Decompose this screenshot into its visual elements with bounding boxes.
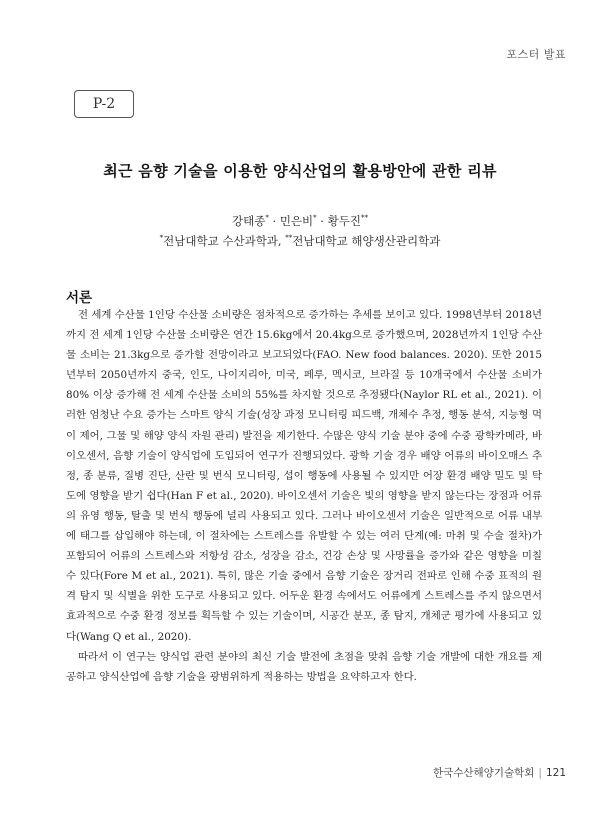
section-heading: 서론	[66, 290, 93, 306]
author-mark: *	[313, 214, 317, 223]
author-mark: *	[265, 214, 269, 223]
paper-title: 최근 음향 기술을 이용한 양식산업의 활용방안에 관한 리뷰	[103, 162, 497, 180]
section-label: 포스터 발표	[506, 48, 566, 61]
affiliation-mark: **	[285, 234, 293, 243]
page-number: 121	[545, 767, 566, 779]
poster-code-badge: P-2	[74, 90, 134, 118]
author-mark: **	[360, 214, 368, 223]
body-paragraph: 따라서 이 연구는 양식업 관련 분야의 최신 기술 발전에 초점을 맞춰 음향 기술 개발에 대한 개요를 제공하고 양식산업에 음향 기술을 광범위하게 적용하는 방법을 요약하고자 한다.	[66, 650, 542, 683]
footer-separator: |	[538, 767, 542, 779]
author-name: 민은비	[279, 214, 314, 228]
affiliation-list	[0, 233, 600, 249]
page-footer	[433, 765, 566, 780]
affiliation-text: 전남대학교 해양생산관리학과	[292, 234, 441, 248]
affiliation-text: 전남대학교 수산과학과,	[163, 234, 282, 248]
author-separator: ·	[268, 214, 280, 228]
journal-name: 한국수산해양기술학회	[432, 767, 535, 779]
body-paragraph: 전 세계 수산물 1인당 수산물 소비량은 점차적으로 증가하는 추세를 보이고 있다. 1998년부터 2018년까지 전 세계 1인당 수산물 소비량은 연간 15.6kg에서 20.4kg으로 증가했으며, 2028년까지 1인당 수산물 소비는 21.3kg으로 증가할 전망이라고 보고되었다(FAO. New food balances. 2020). 또한 2015년부터 2050년까지 중국, 인도, 나이지리아, 미국, 페루, 멕시코, 브라질 등 10개국에서 수산물 소비가 80% 이상 증가해 전 세계 수산물 소비의 55%를 차지할 것으로 추정됐다(Naylor RL et al., 2021). 이러한 엄청난 수요 증가는 스마트 양식 기술(성장 과정 모니터링 피드백, 개체수 추정, 행동 분석, 지능형 먹이 제어, 그물 및 해양 양식 자원 관리) 발전을 제기한다. 수많은 양식 기술 분야 중에 수중 광학카메라, 바이오센서, 음향 기술이 양식업에 도입되어 연구가 진행되었다. 광학 기술 경우 배양 어류의 바이오매스 추정, 종 분류, 질병 진단, 산란 및 번식 모니터링, 섭이 행동에 사용될 수 있지만 어장 환경 배양 밀도 및 탁도에 영향을 받기 쉽다(Han F et al., 2020). 바이오센서 기술은 빛의 영향을 받지 않는다는 장점과 어류의 유영 행동, 탈출 및 번식 행동에 널리 사용되고 있다. 그러나 바이오센서 기술은 일반적으로 어류 내부에 태그를 삽입해야 하는데, 이 절차에는 스트레스를 유발할 수 있는 여러 단계(예: 마취 및 수술 절차)가 포함되어 어류의 스트레스와 저항성 감소, 성장을 감소, 건강 손상 및 사망률을 증가와 같은 영향을 미칠 수 있다(Fore M et al., 2021). 특히, 많은 기술 중에서 음향 기술은 장거리 전파로 인해 수중 표적의 원격 탐지 및 식별을 위한 도구로 사용되고 있다. 어두운 환경 속에서도 어류에게 스트레스를 주지 않으면서 효과적으로 수중 환경 정보를 획득할 수 있는 기술이며, 시공간 분포, 종 탐지, 개체군 평가에 사용되고 있다(Wang Q et al., 2020).	[66, 309, 542, 643]
affiliation-mark: *	[159, 234, 164, 243]
author-name: 강태종	[232, 214, 266, 228]
author-list	[0, 213, 600, 229]
section-body	[66, 305, 542, 687]
author-name: 황두진	[327, 214, 361, 228]
author-separator: ·	[316, 214, 328, 228]
